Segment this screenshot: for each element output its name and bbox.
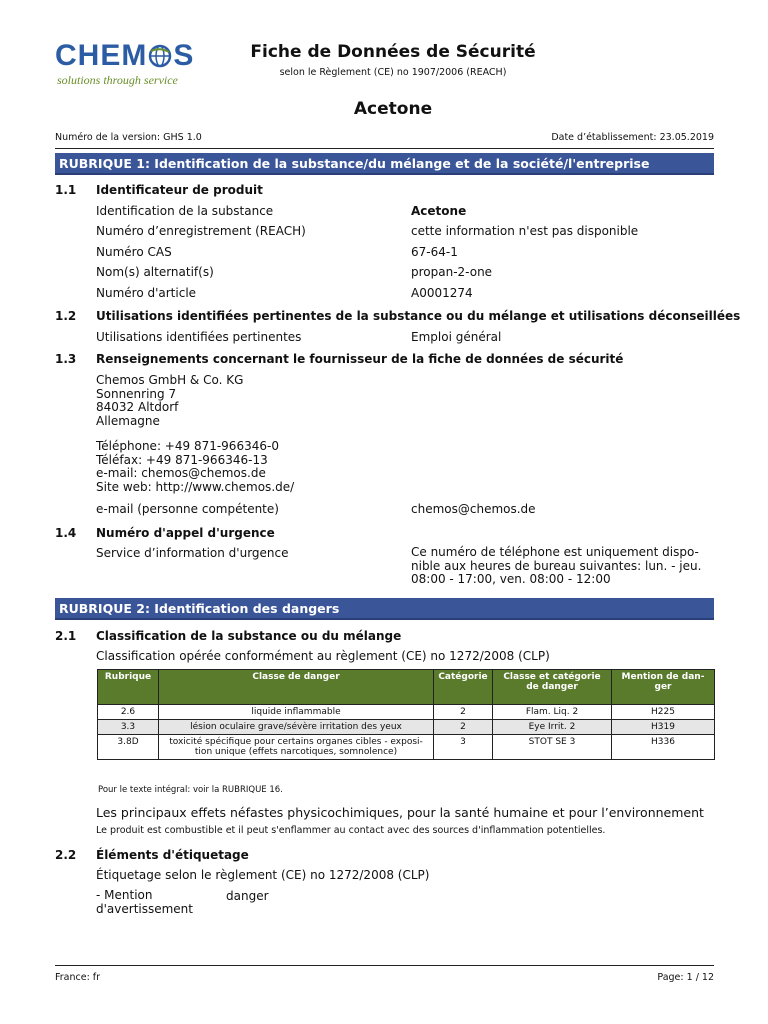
section-number: 1.4 xyxy=(55,526,77,540)
table-cell: H319 xyxy=(612,720,715,735)
table-header-row xyxy=(98,670,715,705)
emergency-info xyxy=(411,546,711,587)
table-cell: STOT SE 3 xyxy=(493,735,612,760)
contact-phone: Téléphone: +49 871-966346-0 xyxy=(96,439,279,453)
table-cell: toxicité spécifique pour certains organes cibles - exposi-tion unique (effets narcotiques, somnolence) xyxy=(159,735,434,760)
footer-divider xyxy=(55,965,714,966)
field-label: Identification de la substance xyxy=(96,204,274,218)
table-cell: H336 xyxy=(612,735,715,760)
field-label: e-mail (personne compétente) xyxy=(96,502,279,516)
field-label: Nom(s) alternatif(s) xyxy=(96,265,214,279)
section-title: Renseignements concernant le fournisseur de la fiche de données de sécurité xyxy=(96,352,624,366)
table-row xyxy=(98,735,715,760)
table-cell: Eye Irrit. 2 xyxy=(493,720,612,735)
table-cell: 3.8D xyxy=(98,735,159,760)
label-line: d'avertissement xyxy=(96,901,193,916)
section-number: 2.1 xyxy=(55,629,77,643)
table-cell: 2 xyxy=(434,705,493,720)
contact-website: Site web: http://www.chemos.de/ xyxy=(96,479,295,494)
section-title: Numéro d'appel d'urgence xyxy=(96,526,275,540)
signal-word-value: danger xyxy=(226,889,269,903)
field-value: cette information n'est pas disponible xyxy=(411,224,639,238)
signal-word-label xyxy=(96,889,193,916)
column-header: Catégorie xyxy=(434,670,493,705)
section-title: Éléments d'étiquetage xyxy=(96,848,249,862)
document-subtitle: selon le Règlement (CE) no 1907/2006 (REACH) xyxy=(279,67,507,78)
table-cell: H225 xyxy=(612,705,715,720)
section-title: Classification de la substance ou du mélange xyxy=(96,629,402,643)
section-number: 2.2 xyxy=(55,848,77,862)
emergency-line: Ce numéro de téléphone est uniquement dispo- xyxy=(411,545,699,559)
field-value: 67-64-1 xyxy=(411,245,458,259)
emergency-line: 08:00 - 17:00, ven. 08:00 - 12:00 xyxy=(411,572,611,586)
address-line: Chemos GmbH & Co. KG xyxy=(96,373,244,387)
page-number: Page: 1 / 12 xyxy=(657,972,714,983)
rubrique-2-header: RUBRIQUE 2: Identification des dangers xyxy=(55,598,714,620)
section-title: Utilisations identifiées pertinentes de la substance ou du mélange et utilisations déconseillées xyxy=(96,309,741,323)
table-cell: 2.6 xyxy=(98,705,159,720)
address-line: Sonnenring 7 xyxy=(96,386,177,401)
logo-text-part2: S xyxy=(173,39,195,72)
column-header: Rubrique xyxy=(98,670,159,705)
supplier-address xyxy=(96,374,243,428)
adverse-effects-title: Les principaux effets néfastes physicochimiques, pour la santé humaine et pour l’environnement xyxy=(96,805,704,820)
hazard-classification-table xyxy=(97,669,715,760)
contact-fax: Téléfax: +49 871-966346-13 xyxy=(96,452,268,467)
table-row xyxy=(98,720,715,735)
supplier-contact xyxy=(96,440,294,494)
logo-text-part1: CHEM xyxy=(55,39,148,72)
label-line: - Mention xyxy=(96,888,153,902)
section-number: 1.3 xyxy=(55,352,77,366)
table-cell: Flam. Liq. 2 xyxy=(493,705,612,720)
field-value: A0001274 xyxy=(411,286,473,300)
product-name: Acetone xyxy=(353,99,433,119)
address-line: 84032 Altdorf xyxy=(96,400,179,414)
document-title: Fiche de Données de Sécurité xyxy=(250,42,536,62)
version-number: Numéro de la version: GHS 1.0 xyxy=(55,132,202,143)
column-header: Classe et catégorie de danger xyxy=(493,670,612,705)
address-line: Allemagne xyxy=(96,413,160,428)
table-footnote: Pour le texte intégral: voir la RUBRIQUE 16. xyxy=(98,785,283,795)
classification-subtitle: Classification opérée conformément au règlement (CE) no 1272/2008 (CLP) xyxy=(96,649,550,663)
header-divider xyxy=(55,148,714,149)
field-value: chemos@chemos.de xyxy=(411,502,536,516)
table-cell: lésion oculaire grave/sévère irritation des yeux xyxy=(159,720,434,735)
column-header: Classe de danger xyxy=(159,670,434,705)
field-value: Emploi général xyxy=(411,330,502,344)
logo-tagline: solutions through service xyxy=(57,73,178,87)
section-title: Identificateur de produit xyxy=(96,183,263,197)
table-cell: 2 xyxy=(434,720,493,735)
establishment-date: Date d’établissement: 23.05.2019 xyxy=(551,132,714,143)
section-number: 1.2 xyxy=(55,309,77,323)
adverse-effects-text: Le produit est combustible et il peut s'enflammer au contact avec des sources d'inflammation potentielles. xyxy=(96,825,606,836)
field-label: Utilisations identifiées pertinentes xyxy=(96,330,302,344)
table-cell: 3 xyxy=(434,735,493,760)
column-header: Mention de dan-ger xyxy=(612,670,715,705)
footer-country: France: fr xyxy=(55,972,101,983)
contact-email: e-mail: chemos@chemos.de xyxy=(96,466,266,480)
emergency-line: nible aux heures de bureau suivantes: lun. - jeu. xyxy=(411,558,702,573)
rubrique-1-header: RUBRIQUE 1: Identification de la substance/du mélange et de la société/l'entreprise xyxy=(55,153,714,175)
field-value: propan-2-one xyxy=(411,265,493,279)
table-cell: liquide inflammable xyxy=(159,705,434,720)
field-label: Numéro d'article xyxy=(96,286,197,300)
field-label: Numéro CAS xyxy=(96,245,172,259)
labelling-subtitle: Étiquetage selon le règlement (CE) no 1272/2008 (CLP) xyxy=(96,868,430,882)
section-number: 1.1 xyxy=(55,183,77,197)
field-label: Service d’information d'urgence xyxy=(96,546,289,560)
field-label: Numéro d’enregistrement (REACH) xyxy=(96,224,306,238)
field-value: Acetone xyxy=(411,204,467,218)
table-row xyxy=(98,705,715,720)
table-cell: 3.3 xyxy=(98,720,159,735)
